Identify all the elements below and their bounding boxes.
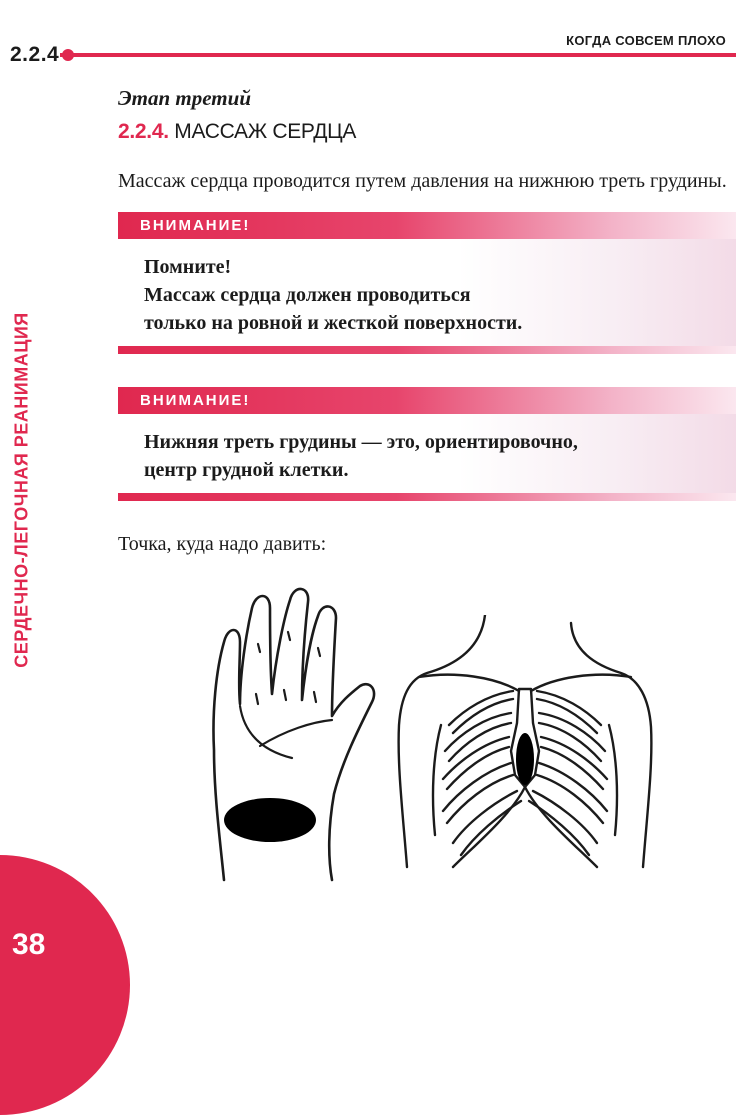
stage-label: Этап третий [118, 86, 252, 110]
intro-paragraph: Массаж сердца проводится путем давления на нижнюю треть грудины. [118, 170, 727, 192]
page-corner-tab [0, 855, 130, 1115]
callout-line: Помните! [144, 256, 232, 278]
heading-title: МАССАЖ СЕРДЦА [174, 120, 357, 143]
callout-header-bar [118, 387, 736, 414]
callout-label: ВНИМАНИЕ! [140, 392, 251, 409]
side-chapter-title: СЕРДЕЧНО-ЛЕГОЧНАЯ РЕАНИМАЦИЯ [11, 312, 32, 668]
compression-zone-hand [224, 798, 316, 842]
header-rule [60, 53, 736, 57]
callout-line: Нижняя треть грудины — это, ориентировочно, [144, 431, 578, 453]
section-heading [118, 120, 356, 144]
header-dot [62, 49, 74, 61]
callout-line: Массаж сердца должен проводиться [144, 284, 471, 306]
running-head: КОГДА СОВСЕМ ПЛОХО [566, 33, 726, 48]
attention-callout-2 [118, 387, 736, 501]
callout-line: только на ровной и жесткой поверхности. [144, 312, 523, 334]
callout-bottom-bar [118, 493, 736, 501]
page-number: 38 [12, 928, 46, 961]
point-caption: Точка, куда надо давить: [118, 533, 327, 555]
callout-body [118, 239, 736, 337]
callout-body [118, 414, 736, 484]
callout-header-bar [118, 212, 736, 239]
callout-bottom-bar [118, 346, 736, 354]
compression-zone-sternum [516, 733, 534, 785]
attention-callout-1 [118, 212, 736, 354]
callout-line: центр грудной клетки. [144, 459, 349, 481]
ribcage-illustration [395, 615, 655, 875]
callout-label: ВНИМАНИЕ! [140, 217, 251, 234]
heading-number: 2.2.4. [118, 120, 169, 143]
palm-illustration [200, 582, 380, 882]
section-number: 2.2.4 [10, 43, 60, 66]
